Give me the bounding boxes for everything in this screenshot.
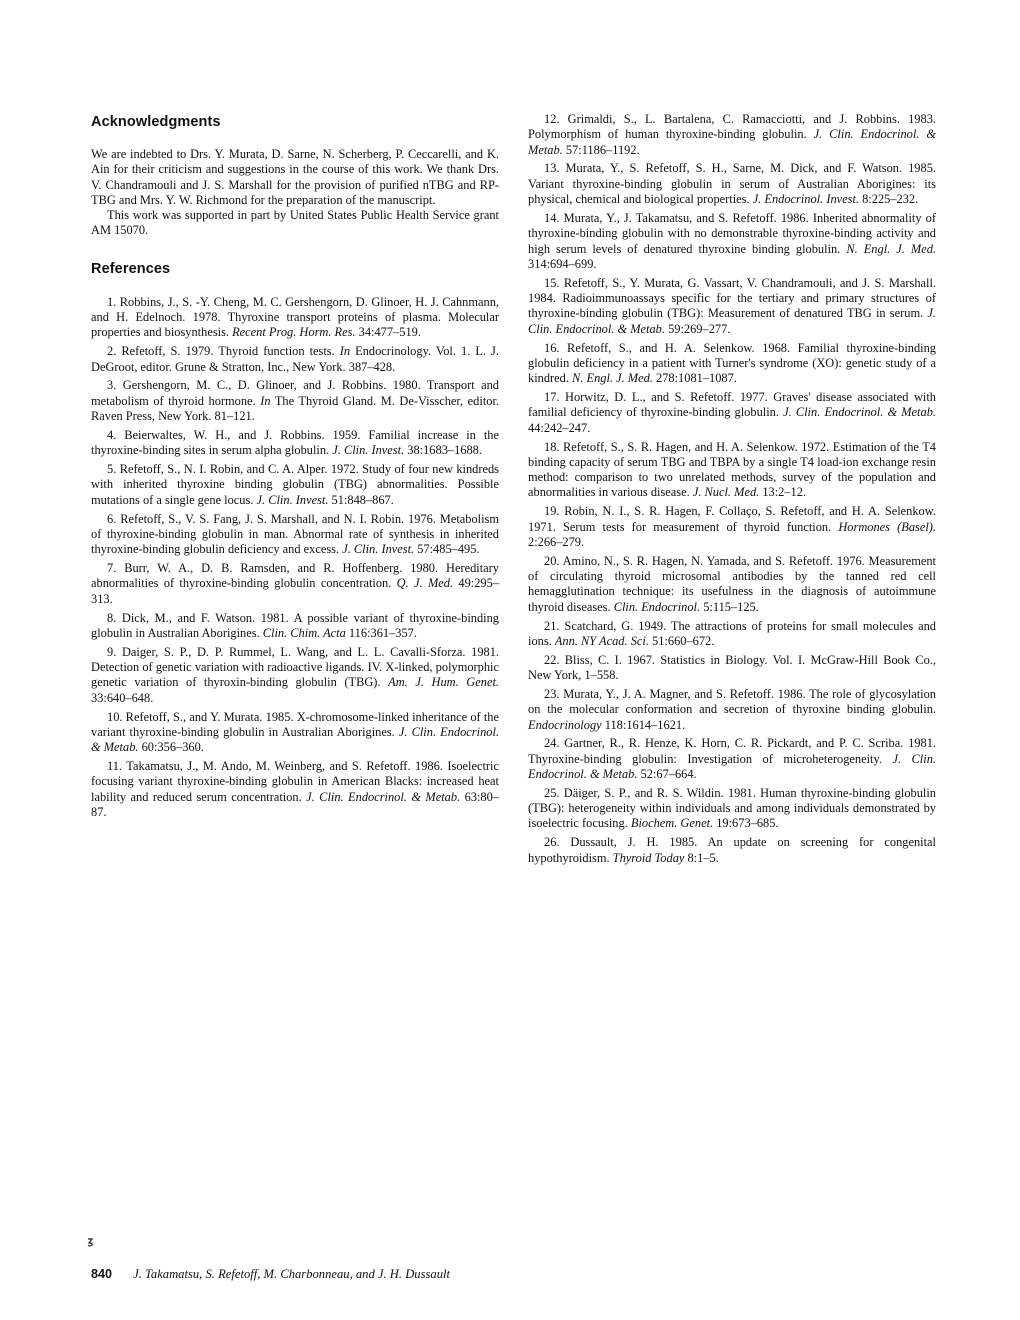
reference-item: 3. Gershengorn, M. C., D. Glinoer, and J. Robbins. 1980. Transport and metabolism of thyroid hormone. In The Thyroid Gland. M. De-Visscher, editor. Raven Press, New York. 81–121. xyxy=(91,378,499,424)
journal-title: Ann. NY Acad. Sci. xyxy=(554,633,649,648)
reference-item: 25. Däiger, S. P., and R. S. Wildin. 1981. Human thyroxine-binding globulin (TBG): heterogeneity within individuals and among individuals demonstrated by isoelectric focusing. Biochem. Genet. 19:673–685. xyxy=(528,785,936,831)
journal-title: N. Engl. J. Med. xyxy=(846,241,936,256)
reference-list-left xyxy=(91,295,499,820)
reference-item: 13. Murata, Y., S. Refetoff, S. H., Sarne, M. Dick, and F. Watson. 1985. Variant thyroxine-binding globulin in serum of Australian Aborigines: its physical, chemical and biological properties. J. Endocrinol. Invest. 8:225–232. xyxy=(528,161,936,207)
acknowledgments-paragraph-2: This work was supported in part by United States Public Health Service grant AM 15070. xyxy=(91,208,499,238)
journal-title: N. Engl. J. Med. xyxy=(572,371,653,386)
reference-item: 14. Murata, Y., J. Takamatsu, and S. Refetoff. 1986. Inherited abnormality of thyroxine-binding globulin with no demonstrable thyroxine-binding activity and high serum levels of denatured thyroxine binding globulin. N. Engl. J. Med. 314:694–699. xyxy=(528,210,936,271)
journal-title: J. Clin. Invest. xyxy=(256,492,329,507)
journal-title: J. Clin. Invest. xyxy=(342,542,415,557)
reference-item: 16. Refetoff, S., and H. A. Selenkow. 1968. Familial thyroxine-binding globulin deficiency in a patient with Turner's syndrome (XO): genetic study of a kindred. N. Engl. J. Med. 278:1081–1087. xyxy=(528,340,936,386)
journal-title: Am. J. Hum. Genet. xyxy=(388,675,499,690)
journal-title: J. Clin. Endocrinol. & Metab. xyxy=(306,789,461,804)
reference-item: 8. Dick, M., and F. Watson. 1981. A possible variant of thyroxine-binding globulin in Australian Aborigines. Clin. Chim. Acta 116:361–357. xyxy=(91,610,499,640)
reference-item: 24. Gartner, R., R. Henze, K. Horn, C. R. Pickardt, and P. C. Scriba. 1981. Thyroxine-binding globulin: Investigation of microheterogeneity. J. Clin. Endocrinol. & Metab. 52:67–664. xyxy=(528,736,936,781)
reference-item: 15. Refetoff, S., Y. Murata, G. Vassart, V. Chandramouli, and J. S. Marshall. 1984. Radioimmunoassays specific for the tertiary and primary structures of thyroxine-binding globulin (TBG): Measurement of denatured TBG in serum. J. Clin. Endocrinol. & Metab. 59:269–277. xyxy=(528,275,936,336)
acknowledgments-heading: Acknowledgments xyxy=(91,114,221,130)
page-footer xyxy=(91,1267,450,1282)
journal-title: Hormones (Basel). xyxy=(838,519,936,534)
journal-title: Recent Prog. Horm. Res. xyxy=(232,325,356,340)
right-column xyxy=(528,112,936,870)
references-heading: References xyxy=(91,260,171,277)
reference-item: 19. Robin, N. I., S. R. Hagen, F. Collaço, S. Refetoff, and H. A. Selenkow. 1971. Serum tests for measurement of thyroid function. Hormones (Basel). 2:266–279. xyxy=(528,504,936,549)
journal-title: J. Endocrinol. Invest. xyxy=(752,192,860,207)
journal-title: J. Clin. Endocrinol. & Metab. xyxy=(528,751,936,781)
reference-item: 10. Refetoff, S., and Y. Murata. 1985. X-chromosome-linked inheritance of the variant thyroxine-binding globulin in Australian Aborigines. J. Clin. Endocrinol. & Metab. 60:356–360. xyxy=(91,709,499,755)
reference-item: 20. Amino, N., S. R. Hagen, N. Yamada, and S. Refetoff. 1976. Measurement of circulating thyroid microsomal antibodies by the tanned red cell hemagglutination technique: its usefulness in the diagnosis of autoimmune thyroid diseases. Clin. Endocrinol. 5:115–125. xyxy=(528,553,936,614)
journal-title: Q. J. Med. xyxy=(396,576,454,591)
reference-item: 18. Refetoff, S., S. R. Hagen, and H. A. Selenkow. 1972. Estimation of the T4 binding capacity of serum TBG and TBPA by a single T4 load-ion exchange resin method: comparison to two unrelated methods, survey of the population and abnormalities in various disease. J. Nucl. Med. 13:2–12. xyxy=(528,439,936,500)
journal-title: J. Nucl. Med. xyxy=(692,485,760,500)
journal-title: In xyxy=(339,344,351,359)
journal-title: Endocrinology xyxy=(528,717,602,732)
journal-title: Clin. Endocrinol. xyxy=(613,599,701,614)
stray-mark-icon xyxy=(86,1237,96,1247)
reference-item: 2. Refetoff, S. 1979. Thyroid function tests. In Endocrinology. Vol. 1. L. J. DeGroot, editor. Grune & Stratton, Inc., New York. 387–428. xyxy=(91,344,499,374)
journal-title: Thyroid Today xyxy=(612,850,685,865)
reference-item: 1. Robbins, J., S. -Y. Cheng, M. C. Gershengorn, D. Glinoer, H. J. Cahnmann, and H. Edelnoch. 1978. Thyroxine transport proteins of plasma. Molecular properties and biosynthesis. Recent Prog. Horm. Res. 34:477–519. xyxy=(91,294,499,340)
journal-title: J. Clin. Endocrinol. & Metab. xyxy=(91,724,499,755)
journal-title: Clin. Chim. Acta xyxy=(262,625,346,640)
reference-item: 5. Refetoff, S., N. I. Robin, and C. A. Alper. 1972. Study of four new kindreds with inherited thyroxine binding globulin (TBG) abnormalities. Possible mutations of a single gene locus. J. Clin. Invest. 51:848–867. xyxy=(91,462,499,507)
reference-item: 17. Horwitz, D. L., and S. Refetoff. 1977. Graves' disease associated with familial deficiency of thyroxine-binding globulin. J. Clin. Endocrinol. & Metab. 44:242–247. xyxy=(528,390,936,435)
running-authors: J. Takamatsu, S. Refetoff, M. Charbonneau, and J. H. Dussault xyxy=(133,1267,450,1281)
journal-title: J. Clin. Endocrinol. & Metab. xyxy=(783,405,936,420)
journal-title: J. Clin. Endocrinol. & Metab. xyxy=(528,127,936,157)
reference-item: 26. Dussault, J. H. 1985. An update on screening for congenital hypothyroidism. Thyroid Today 8:1–5. xyxy=(528,835,936,865)
reference-item: 11. Takamatsu, J., M. Ando, M. Weinberg, and S. Refetoff. 1986. Isoelectric focusing variant thyroxine-binding globulin in American Blacks: increased heat lability and reduced serum concentration. J. Clin. Endocrinol. & Metab. 63:80–87. xyxy=(91,759,500,819)
reference-list-right xyxy=(528,112,936,866)
reference-item: 6. Refetoff, S., V. S. Fang, J. S. Marshall, and N. I. Robin. 1976. Metabolism of thyroxine-binding globulin in man. Abnormal rate of synthesis in inherited thyroxine-binding globulin deficiency and excess. J. Clin. Invest. 57:485–495. xyxy=(91,511,499,557)
acknowledgments-paragraph-1: We are indebted to Drs. Y. Murata, D. Sarne, N. Scherberg, P. Ceccarelli, and K. Ain for their criticism and suggestions in the course of this work. We thank Drs. V. Chandramouli and J. S. Marshall for the provision of purified nTBG and RP-TBG and Mrs. Y. W. Richmond for the preparation of the manuscript. xyxy=(91,147,499,207)
journal-title: J. Clin. Endocrinol. & Metab. xyxy=(528,306,936,336)
reference-item: 7. Burr, W. A., D. B. Ramsden, and R. Hoffenberg. 1980. Hereditary abnormalities of thyroxine-binding globulin concentration. Q. J. Med. 49:295–313. xyxy=(91,561,500,606)
reference-item: 21. Scatchard, G. 1949. The attractions of proteins for small molecules and ions. Ann. NY Acad. Sci. 51:660–672. xyxy=(528,618,936,648)
reference-item: 22. Bliss, C. I. 1967. Statistics in Biology. Vol. I. McGraw-Hill Book Co., New York, 1–558. xyxy=(528,652,936,683)
reference-item: 23. Murata, Y., J. A. Magner, and S. Refetoff. 1986. The role of glycosylation on the molecular conformation and secretion of thyroxine binding globulin. Endocrinology 118:1614–1621. xyxy=(528,686,936,732)
journal-title: Biochem. Genet. xyxy=(630,816,714,831)
page-number: 840 xyxy=(91,1267,113,1281)
journal-title: In xyxy=(260,393,271,408)
journal-title: J. Clin. Invest. xyxy=(332,443,405,458)
reference-item: 9. Daiger, S. P., D. P. Rummel, L. Wang, and L. L. Cavalli-Sforza. 1981. Detection of genetic variation with radioactive ligands. IV. X-linked, polymorphic genetic variation of thyroxin-binding globulin (TBG). Am. J. Hum. Genet. 33:640–648. xyxy=(91,644,499,705)
left-column xyxy=(91,112,499,824)
reference-item: 12. Grimaldi, S., L. Bartalena, C. Ramacciotti, and J. Robbins. 1983. Polymorphism of human thyroxine-binding globulin. J. Clin. Endocrinol. & Metab. 57:1186–1192. xyxy=(528,112,936,157)
reference-item: 4. Beierwaltes, W. H., and J. Robbins. 1959. Familial increase in the thyroxine-binding sites in serum alpha globulin. J. Clin. Invest. 38:1683–1688. xyxy=(91,427,499,458)
